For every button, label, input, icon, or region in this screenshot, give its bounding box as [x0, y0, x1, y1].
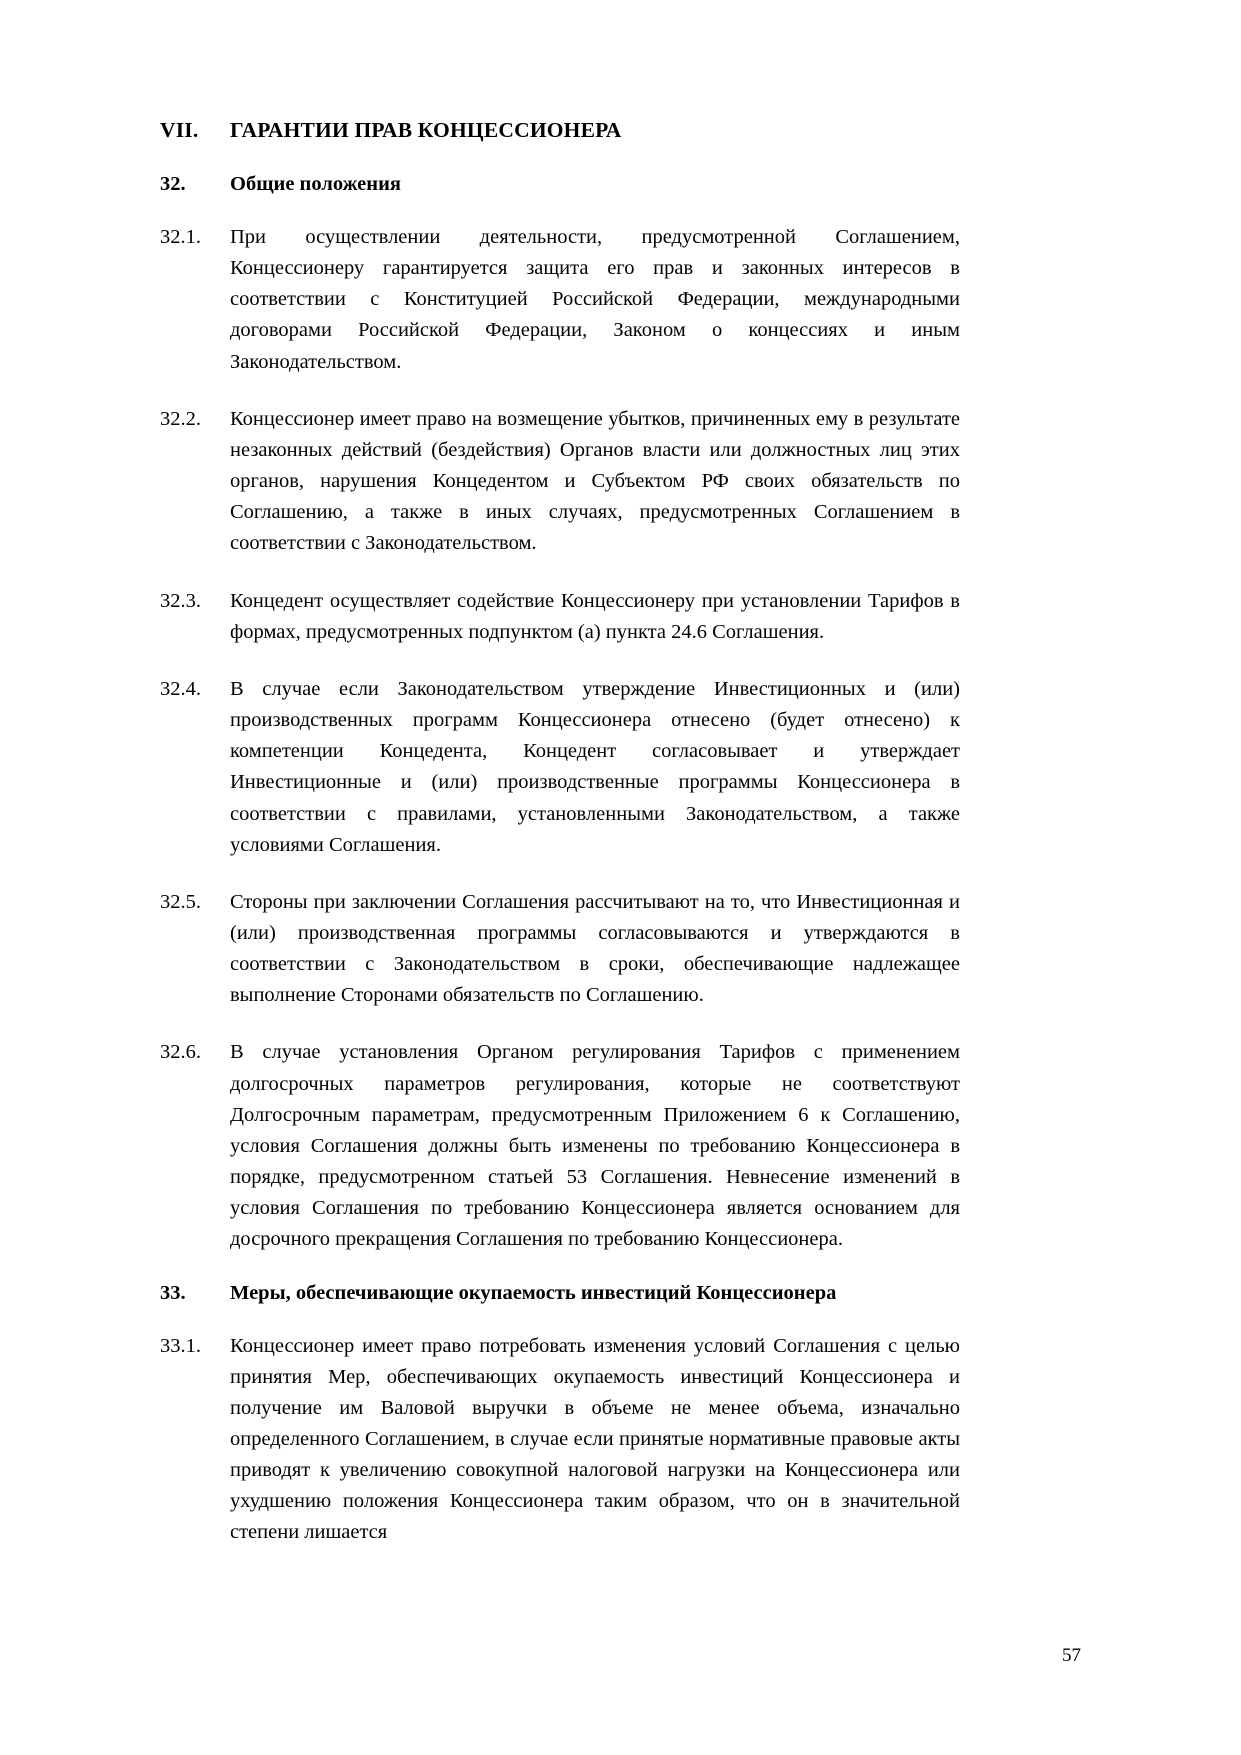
- clause-number: 32.4.: [160, 677, 201, 700]
- section-heading: [160, 118, 960, 143]
- clause-text: В случае установления Органом регулирования Тарифов с применением долгосрочных параметров регулирования, которые не соответствуют Долгосрочным параметрам, предусмотренным Приложением 6 к Соглашению, условия Соглашения должны быть изменены по требованию Концессионера в порядке, предусмотренном статьей 53 Соглашения. Невнесение изменений в условия Соглашения по требованию Концессионера является основанием для досрочного прекращения Соглашения по требованию Концессионера.: [230, 1041, 960, 1251]
- clause-32-6: [160, 1037, 960, 1255]
- clause-number: 32.5.: [160, 890, 201, 913]
- clause-text: Концессионер имеет право потребовать изменения условий Соглашения с целью принятия Мер, обеспечивающих окупаемость инвестиций Концессионера и получение им Валовой выручки в объеме не менее объема, изначально определенного Соглашением, в случае если принятые нормативные правовые акты приводят к увеличению совокупной налоговой нагрузки на Концессионера или ухудшению положения Концессионера таким образом, что он в значительной степени лишается: [230, 1334, 960, 1544]
- clause-text: Стороны при заключении Соглашения рассчитывают на то, что Инвестиционная и (или) производственная программы согласовываются и утверждаются в соответствии с Законодательством в сроки, обеспечивающие надлежащее выполнение Сторонами обязательств по Соглашению.: [230, 890, 960, 1007]
- subsection-title: Меры, обеспечивающие окупаемость инвестиций Концессионера: [230, 1281, 837, 1304]
- subsection-heading-32: [160, 173, 960, 196]
- clause-text: В случае если Законодательством утверждение Инвестиционных и (или) производственных программ Концессионера отнесено (будет отнесено) к компетенции Концедента, Концедент согласовывает и утверждает Инвестиционные и (или) производственные программы Концессионера в соответствии с правилами, установленными Законодательством, а также условиями Соглашения.: [230, 677, 960, 856]
- clause-number: 32.2.: [160, 407, 201, 430]
- clause-number: 32.3.: [160, 589, 201, 612]
- clause-text: При осуществлении деятельности, предусмотренной Соглашением, Концессионеру гарантируется защита его прав и законных интересов в соответствии с Конституцией Российской Федерации, международными договорами Российской Федерации, Законом о концессиях и иным Законодательством.: [230, 226, 960, 373]
- page-number: 57: [1062, 1645, 1081, 1666]
- subsection-title: Общие положения: [230, 173, 401, 195]
- clause-32-1: [160, 222, 960, 378]
- clause-text: Концессионер имеет право на возмещение убытков, причиненных ему в результате незаконных действий (бездействия) Органов власти или должностных лиц этих органов, нарушения Концедентом и Субъектом РФ своих обязательств по Соглашению, а также в иных случаях, предусмотренных Соглашением в соответствии с Законодательством.: [230, 407, 960, 555]
- clause-32-2: [160, 404, 960, 560]
- clause-32-5: [160, 887, 960, 1012]
- section-number: VII.: [160, 118, 199, 142]
- clause-text: Концедент осуществляет содействие Концессионеру при установлении Тарифов в формах, предусмотренных подпунктом (a) пункта 24.6 Соглашения.: [230, 589, 960, 643]
- clause-number: 32.6.: [160, 1041, 201, 1064]
- clause-number: 32.1.: [160, 226, 201, 248]
- section-title: ГАРАНТИИ ПРАВ КОНЦЕССИОНЕРА: [230, 118, 622, 142]
- subsection-heading-33: [160, 1282, 960, 1305]
- subsection-number: 32.: [160, 173, 186, 195]
- clause-32-3: [160, 586, 960, 648]
- clause-number: 33.1.: [160, 1334, 201, 1357]
- subsection-number: 33.: [160, 1281, 186, 1304]
- document-body: [160, 118, 960, 1549]
- clause-32-4: [160, 674, 960, 861]
- clause-33-1: [160, 1331, 960, 1549]
